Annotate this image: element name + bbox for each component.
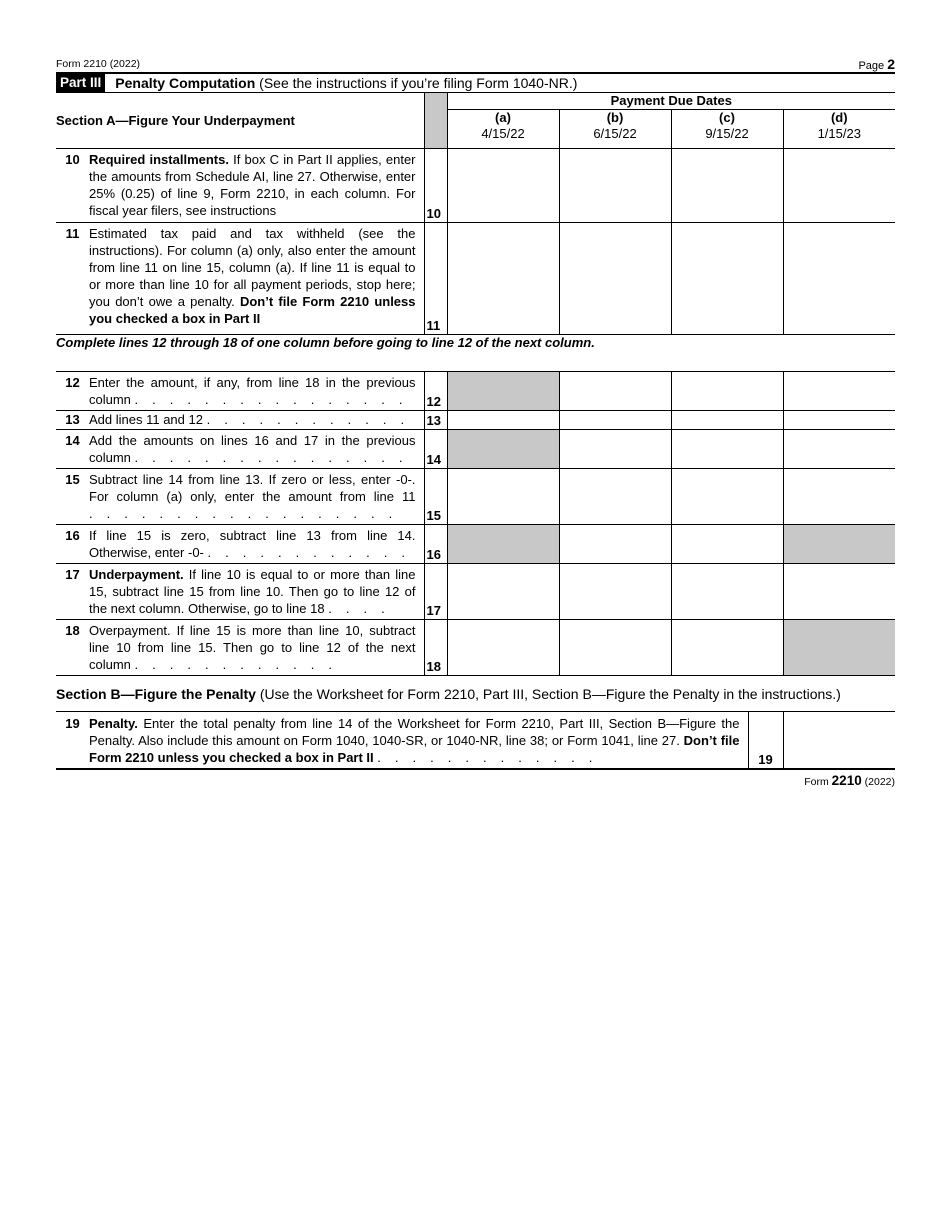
- line-12-text: 12 Enter the amount, if any, from line 18 in the previous column . . . . . . . . . . . . . . . .: [65, 375, 416, 407]
- column-d-header: (d) 1/15/23: [783, 110, 895, 149]
- line-11-col-d[interactable]: [783, 223, 895, 335]
- line-17-col-c[interactable]: [671, 564, 783, 620]
- line-11-col-c[interactable]: [671, 223, 783, 335]
- line-15-col-d[interactable]: [783, 469, 895, 525]
- line-10-col-b[interactable]: [559, 149, 671, 223]
- page-number: Page 2: [858, 56, 895, 72]
- line-10-col-a[interactable]: [447, 149, 559, 223]
- line-18-number: 18: [424, 620, 447, 676]
- line-15-col-b[interactable]: [559, 469, 671, 525]
- line-10-col-c[interactable]: [671, 149, 783, 223]
- section-b-heading: [56, 676, 895, 712]
- line-13-number: 13: [424, 411, 447, 430]
- line-18-col-b[interactable]: [559, 620, 671, 676]
- line-14-number: 14: [424, 430, 447, 469]
- line-19-text: 19 Penalty. Enter the total penalty from line 14 of the Worksheet for Form 2210, Part III, Section B—Figure the Penalty. Also include this amount on Form 1040, 1040-SR, or 1040-NR, line 38; or Form 1041, line 27. Don’t file Form 2210 unless you checked a box in Part II . . . . . . . . . . . . .: [65, 716, 740, 765]
- line-18-col-d: [783, 620, 895, 676]
- line-12-col-d[interactable]: [783, 372, 895, 411]
- line-19-number: 19: [748, 712, 783, 769]
- form-page: [56, 52, 895, 788]
- payment-due-dates: Payment Due Dates: [447, 93, 895, 110]
- line-19-row: [56, 712, 895, 769]
- section-a-title: Section A—Figure Your Underpayment: [56, 93, 424, 149]
- line-12-row: [56, 372, 895, 411]
- line-10-text: 10 Required installments. If box C in Part II applies, enter the amounts from Schedule AI, line 27. Otherwise, enter 25% (0.25) of line 9, Form 2210, in each column. For fiscal year filers, see instructions: [65, 152, 416, 218]
- section-b-note: (Use the Worksheet for Form 2210, Part III, Section B—Figure the Penalty in the instructions.): [259, 686, 841, 702]
- column-c-header: (c) 9/15/22: [671, 110, 783, 149]
- page-footer: Form 2210 (2022): [804, 773, 895, 788]
- line-12-number: 12: [424, 372, 447, 411]
- line-13-col-d[interactable]: [783, 411, 895, 430]
- column-a-header: (a) 4/15/22: [447, 110, 559, 149]
- line-17-col-d[interactable]: [783, 564, 895, 620]
- part-badge: Part III: [56, 74, 105, 92]
- line-13-col-b[interactable]: [559, 411, 671, 430]
- line-16-row: [56, 525, 895, 564]
- line-14-col-d[interactable]: [783, 430, 895, 469]
- line-16-col-b[interactable]: [559, 525, 671, 564]
- line-10-number: 10: [424, 149, 447, 223]
- section-a-table: [56, 93, 895, 676]
- line-14-row: [56, 430, 895, 469]
- line-18-text: 18 Overpayment. If line 15 is more than line 10, subtract line 10 from line 15. Then go to line 12 of the next column . . . . . . . . . . . .: [65, 623, 416, 672]
- line-17-text: 17 Underpayment. If line 10 is equal to or more than line 15, subtract line 15 from line 10. Then go to line 12 of the next column. Otherwise, go to line 18 . . . .: [65, 567, 416, 616]
- line-13-row: [56, 411, 895, 430]
- line-12-col-c[interactable]: [671, 372, 783, 411]
- line-16-text: 16 If line 15 is zero, subtract line 13 from line 14. Otherwise, enter -0- . . . . . . . . . . . .: [65, 528, 416, 560]
- line-10-row: [56, 149, 895, 223]
- line-15-col-a[interactable]: [447, 469, 559, 525]
- line-17-col-b[interactable]: [559, 564, 671, 620]
- line-11-number: 11: [424, 223, 447, 335]
- line-16-col-d: [783, 525, 895, 564]
- section-b-title: Section B—Figure the Penalty: [56, 686, 256, 702]
- line-14-col-a: [447, 430, 559, 469]
- line-14-text: 14 Add the amounts on lines 16 and 17 in the previous column . . . . . . . . . . . . . . . .: [65, 433, 416, 465]
- line-11-row: [56, 223, 895, 335]
- line-11-text: 11 Estimated tax paid and tax withheld (see the instructions). For column (a) only, also enter the amount from line 11 on line 15, column (a). If line 11 is equal to or more than line 10 for all payment periods, stop here; you don’t owe a penalty. Don’t file Form 2210 unless you checked a box in Part II: [65, 226, 416, 326]
- line-19-table: [56, 712, 895, 770]
- line-18-col-c[interactable]: [671, 620, 783, 676]
- line-13-text: 13 Add lines 11 and 12 . . . . . . . . . . . .: [65, 412, 410, 427]
- line-14-col-c[interactable]: [671, 430, 783, 469]
- line-15-text: 15 Subtract line 14 from line 13. If zero or less, enter -0-. For column (a) only, enter the amount from line 11 . . . . . . . . . . . . . . . . . .: [65, 472, 416, 521]
- part-iii-title: [56, 72, 895, 93]
- columns-instruction: Complete lines 12 through 18 of one column before going to line 12 of the next column.: [56, 335, 595, 350]
- line-12-col-a: [447, 372, 559, 411]
- line-10-col-d[interactable]: [783, 149, 895, 223]
- part-title: Penalty Computation: [115, 75, 256, 91]
- line-19-amount[interactable]: [783, 712, 895, 769]
- page-header: [56, 52, 895, 72]
- line-18-row: [56, 620, 895, 676]
- line-14-col-b[interactable]: [559, 430, 671, 469]
- line-12-col-b[interactable]: [559, 372, 671, 411]
- line-17-row: [56, 564, 895, 620]
- line-17-col-a[interactable]: [447, 564, 559, 620]
- line-11-col-a[interactable]: [447, 223, 559, 335]
- column-b-header: (b) 6/15/22: [559, 110, 671, 149]
- line-15-number: 15: [424, 469, 447, 525]
- line-18-col-a[interactable]: [447, 620, 559, 676]
- line-13-col-c[interactable]: [671, 411, 783, 430]
- line-16-col-a: [447, 525, 559, 564]
- line-11-col-b[interactable]: [559, 223, 671, 335]
- form-id: Form 2210 (2022): [56, 58, 141, 70]
- line-15-row: [56, 469, 895, 525]
- line-13-col-a[interactable]: [447, 411, 559, 430]
- line-16-col-c[interactable]: [671, 525, 783, 564]
- part-subtitle: (See the instructions if you’re filing Form 1040-NR.): [259, 75, 578, 91]
- line-16-number: 16: [424, 525, 447, 564]
- line-17-number: 17: [424, 564, 447, 620]
- line-15-col-c[interactable]: [671, 469, 783, 525]
